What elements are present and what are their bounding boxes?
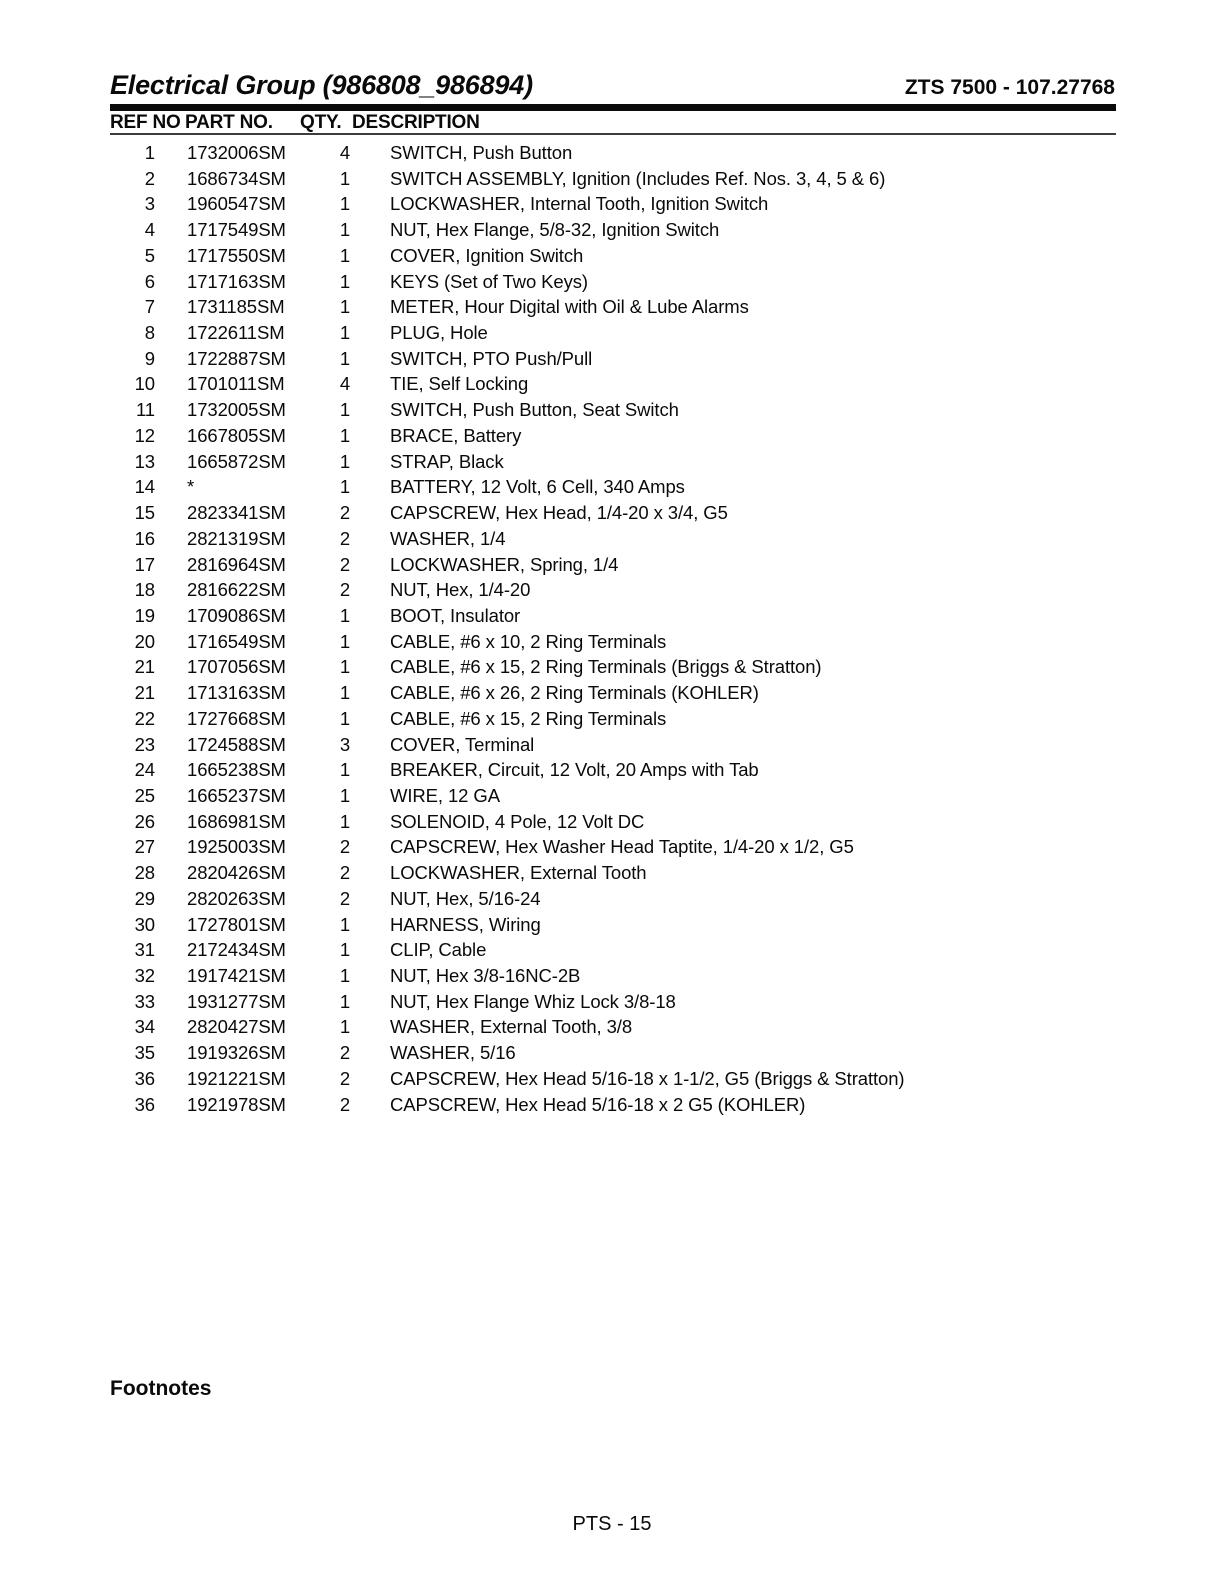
table-row bbox=[110, 912, 1116, 938]
table-row bbox=[110, 191, 1116, 217]
description-cell: BRACE, Battery bbox=[390, 424, 522, 446]
qty-cell: 1 bbox=[339, 347, 351, 369]
description-cell: COVER, Terminal bbox=[390, 733, 535, 755]
ref-no-cell: 28 bbox=[134, 862, 155, 884]
description-cell: HARNESS, Wiring bbox=[390, 913, 541, 935]
table-row bbox=[110, 320, 1116, 346]
qty-cell: 1 bbox=[339, 810, 351, 832]
ref-no-cell: 27 bbox=[134, 836, 155, 858]
part-no-cell: 1667805SM bbox=[187, 424, 286, 446]
ref-no-cell: 7 bbox=[144, 296, 155, 318]
ref-no-cell: 8 bbox=[144, 322, 155, 344]
column-header-ref: REF NO bbox=[110, 112, 181, 133]
description-cell: CAPSCREW, Hex Washer Head Taptite, 1/4-20 x 1/2, G5 bbox=[390, 836, 854, 858]
ref-no-cell: 32 bbox=[134, 965, 155, 986]
qty-cell: 1 bbox=[339, 450, 351, 472]
part-no-cell: 1731185SM bbox=[187, 296, 285, 318]
description-cell: SWITCH, Push Button, Seat Switch bbox=[390, 399, 679, 421]
description-cell: BOOT, Insulator bbox=[390, 604, 521, 626]
description-cell: CABLE, #6 x 26, 2 Ring Terminals (KOHLER) bbox=[390, 682, 759, 704]
ref-no-cell: 23 bbox=[134, 733, 155, 755]
table-row bbox=[110, 706, 1116, 732]
qty-cell: 2 bbox=[339, 579, 351, 601]
qty-cell: 1 bbox=[339, 399, 351, 421]
ref-no-cell: 29 bbox=[134, 887, 155, 909]
part-no-cell: 1722611SM bbox=[187, 322, 285, 344]
ref-no-cell: 33 bbox=[134, 990, 155, 1012]
table-row bbox=[110, 140, 1116, 166]
ref-no-cell: 36 bbox=[134, 1093, 155, 1115]
ref-no-cell: 21 bbox=[134, 682, 155, 704]
model-number: ZTS 7500 - 107.27768 bbox=[904, 76, 1115, 99]
description-cell: NUT, Hex 3/8-16NC-2B bbox=[390, 965, 581, 986]
qty-cell: 4 bbox=[339, 142, 351, 163]
qty-cell: 2 bbox=[339, 862, 351, 884]
ref-no-cell: 25 bbox=[134, 784, 155, 806]
table-row bbox=[110, 989, 1116, 1015]
table-row bbox=[110, 269, 1116, 295]
qty-cell: 1 bbox=[339, 656, 351, 678]
part-no-cell: 1716549SM bbox=[187, 630, 286, 652]
part-no-cell: 1727801SM bbox=[187, 913, 286, 935]
description-cell: SOLENOID, 4 Pole, 12 Volt DC bbox=[390, 810, 645, 832]
description-cell: STRAP, Black bbox=[390, 450, 504, 472]
part-no-cell: 1732006SM bbox=[187, 142, 286, 163]
qty-cell: 1 bbox=[339, 913, 351, 935]
part-no-cell: 1717550SM bbox=[187, 244, 286, 266]
part-no-cell: 1724588SM bbox=[187, 733, 286, 755]
table-row bbox=[110, 860, 1116, 886]
description-cell: TIE, Self Locking bbox=[390, 373, 529, 395]
ref-no-cell: 36 bbox=[134, 1067, 155, 1089]
table-row bbox=[110, 1040, 1116, 1066]
page-title: Electrical Group (986808_986894) bbox=[110, 70, 533, 100]
description-cell: METER, Hour Digital with Oil & Lube Alarms bbox=[390, 296, 749, 318]
qty-cell: 4 bbox=[339, 373, 351, 395]
part-no-cell: 1717549SM bbox=[187, 219, 286, 241]
column-header-part: PART NO. bbox=[185, 112, 273, 133]
part-no-cell: 1925003SM bbox=[187, 836, 286, 858]
table-row bbox=[110, 217, 1116, 243]
ref-no-cell: 11 bbox=[135, 399, 155, 421]
ref-no-cell: 6 bbox=[144, 270, 155, 292]
table-row bbox=[110, 603, 1116, 629]
ref-no-cell: 16 bbox=[134, 527, 155, 549]
description-cell: CAPSCREW, Hex Head, 1/4-20 x 3/4, G5 bbox=[390, 502, 728, 524]
table-row bbox=[110, 346, 1116, 372]
part-no-cell: 2172434SM bbox=[187, 939, 286, 961]
description-cell: LOCKWASHER, Spring, 1/4 bbox=[390, 553, 619, 575]
ref-no-cell: 15 bbox=[134, 502, 155, 524]
qty-cell: 2 bbox=[339, 1067, 351, 1089]
qty-cell: 1 bbox=[339, 270, 351, 292]
table-row bbox=[110, 294, 1116, 320]
qty-cell: 3 bbox=[339, 733, 351, 755]
table-row bbox=[110, 577, 1116, 603]
qty-cell: 1 bbox=[339, 630, 351, 652]
footnotes-heading: Footnotes bbox=[110, 1377, 212, 1400]
ref-no-cell: 21 bbox=[134, 656, 155, 678]
description-cell: LOCKWASHER, External Tooth bbox=[390, 862, 647, 884]
table-row bbox=[110, 783, 1116, 809]
qty-cell: 1 bbox=[339, 219, 351, 241]
ref-no-cell: 5 bbox=[144, 244, 155, 266]
qty-cell: 1 bbox=[339, 1016, 351, 1038]
part-no-cell: 1686734SM bbox=[187, 167, 286, 189]
description-cell: CAPSCREW, Hex Head 5/16-18 x 1-1/2, G5 (Briggs & Stratton) bbox=[390, 1067, 905, 1089]
qty-cell: 1 bbox=[339, 707, 351, 729]
part-no-cell: 2820263SM bbox=[187, 887, 286, 909]
description-cell: SWITCH, Push Button bbox=[390, 142, 573, 163]
description-cell: BATTERY, 12 Volt, 6 Cell, 340 Amps bbox=[390, 476, 685, 498]
ref-no-cell: 30 bbox=[134, 913, 155, 935]
ref-no-cell: 4 bbox=[144, 219, 155, 241]
qty-cell: 1 bbox=[339, 604, 351, 626]
ref-no-cell: 1 bbox=[144, 142, 155, 163]
table-row bbox=[110, 423, 1116, 449]
ref-no-cell: 10 bbox=[134, 373, 155, 395]
table-row bbox=[110, 1092, 1116, 1118]
ref-no-cell: 17 bbox=[134, 553, 155, 575]
table-row bbox=[110, 474, 1116, 500]
table-row bbox=[110, 166, 1116, 192]
description-cell: WASHER, 5/16 bbox=[390, 1042, 516, 1064]
ref-no-cell: 24 bbox=[134, 759, 155, 781]
ref-no-cell: 12 bbox=[134, 424, 155, 446]
qty-cell: 2 bbox=[339, 887, 351, 909]
table-row bbox=[110, 963, 1116, 989]
description-cell: WASHER, External Tooth, 3/8 bbox=[390, 1016, 633, 1038]
column-header-desc: DESCRIPTION bbox=[352, 112, 480, 133]
part-no-cell: 1707056SM bbox=[187, 656, 286, 678]
qty-cell: 2 bbox=[339, 1042, 351, 1064]
description-cell: SWITCH ASSEMBLY, Ignition (Includes Ref. Nos. 3, 4, 5 & 6) bbox=[390, 167, 886, 189]
table-row bbox=[110, 371, 1116, 397]
description-cell: SWITCH, PTO Push/Pull bbox=[390, 347, 593, 369]
part-no-cell: 1722887SM bbox=[187, 347, 286, 369]
description-cell: NUT, Hex Flange, 5/8-32, Ignition Switch bbox=[390, 219, 720, 241]
table-row bbox=[110, 757, 1116, 783]
part-no-cell: 1917421SM bbox=[187, 965, 286, 986]
part-no-cell: 1701011SM bbox=[187, 373, 285, 395]
part-no-cell: 1686981SM bbox=[187, 810, 286, 832]
description-cell: BREAKER, Circuit, 12 Volt, 20 Amps with Tab bbox=[390, 759, 759, 781]
part-no-cell: 1921978SM bbox=[187, 1093, 286, 1115]
description-cell: LOCKWASHER, Internal Tooth, Ignition Switch bbox=[390, 193, 769, 215]
ref-no-cell: 14 bbox=[134, 476, 155, 498]
part-no-cell: 1665238SM bbox=[187, 759, 286, 781]
description-cell: CABLE, #6 x 15, 2 Ring Terminals bbox=[390, 707, 667, 729]
part-no-cell: 1919326SM bbox=[187, 1042, 286, 1064]
table-row bbox=[110, 526, 1116, 552]
qty-cell: 1 bbox=[339, 965, 351, 986]
description-cell: CABLE, #6 x 15, 2 Ring Terminals (Briggs & Stratton) bbox=[390, 656, 822, 678]
qty-cell: 1 bbox=[339, 682, 351, 704]
part-no-cell: 2823341SM bbox=[187, 502, 286, 524]
qty-cell: 1 bbox=[339, 990, 351, 1012]
table-row bbox=[110, 500, 1116, 526]
part-no-cell: 1931277SM bbox=[187, 990, 286, 1012]
part-no-cell: 1727668SM bbox=[187, 707, 286, 729]
part-no-cell: 1921221SM bbox=[187, 1067, 286, 1089]
part-no-cell: 2821319SM bbox=[187, 527, 286, 549]
table-row bbox=[110, 680, 1116, 706]
table-row bbox=[110, 629, 1116, 655]
part-no-cell: 1709086SM bbox=[187, 604, 286, 626]
qty-cell: 1 bbox=[339, 322, 351, 344]
ref-no-cell: 18 bbox=[134, 579, 155, 601]
ref-no-cell: 13 bbox=[134, 450, 155, 472]
description-cell: WIRE, 12 GA bbox=[390, 784, 500, 806]
ref-no-cell: 19 bbox=[134, 604, 155, 626]
part-no-cell: 1665237SM bbox=[187, 784, 286, 806]
qty-cell: 2 bbox=[339, 527, 351, 549]
ref-no-cell: 3 bbox=[144, 193, 155, 215]
part-no-cell: 2816622SM bbox=[187, 579, 286, 601]
column-header-qty: QTY. bbox=[300, 112, 342, 133]
qty-cell: 1 bbox=[339, 939, 351, 961]
ref-no-cell: 2 bbox=[144, 167, 155, 189]
part-no-cell: 1665872SM bbox=[187, 450, 286, 472]
description-cell: CAPSCREW, Hex Head 5/16-18 x 2 G5 (KOHLER) bbox=[390, 1093, 806, 1115]
qty-cell: 1 bbox=[339, 244, 351, 266]
table-row bbox=[110, 732, 1116, 758]
ref-no-cell: 9 bbox=[144, 347, 155, 369]
table-row bbox=[110, 809, 1116, 835]
ref-no-cell: 26 bbox=[134, 810, 155, 832]
table-row bbox=[110, 654, 1116, 680]
part-no-cell: 1713163SM bbox=[187, 682, 286, 704]
header-rule bbox=[110, 133, 1116, 135]
part-no-cell: 1960547SM bbox=[187, 193, 286, 215]
ref-no-cell: 22 bbox=[134, 707, 155, 729]
ref-no-cell: 31 bbox=[134, 939, 155, 961]
qty-cell: 2 bbox=[339, 553, 351, 575]
part-no-cell: 2816964SM bbox=[187, 553, 286, 575]
table-row bbox=[110, 1014, 1116, 1040]
qty-cell: 1 bbox=[339, 167, 351, 189]
part-no-cell: 1717163SM bbox=[187, 270, 286, 292]
description-cell: WASHER, 1/4 bbox=[390, 527, 506, 549]
qty-cell: 1 bbox=[339, 476, 351, 498]
ref-no-cell: 34 bbox=[134, 1016, 155, 1038]
table-row bbox=[110, 834, 1116, 860]
description-cell: PLUG, Hole bbox=[390, 322, 488, 344]
page-number: PTS - 15 bbox=[572, 1513, 652, 1535]
table-row bbox=[110, 449, 1116, 475]
description-cell: CLIP, Cable bbox=[390, 939, 487, 961]
description-cell: CABLE, #6 x 10, 2 Ring Terminals bbox=[390, 630, 667, 652]
table-row bbox=[110, 937, 1116, 963]
table-header-row bbox=[0, 112, 1224, 134]
qty-cell: 1 bbox=[339, 759, 351, 781]
parts-table bbox=[110, 140, 1116, 1117]
qty-cell: 1 bbox=[339, 784, 351, 806]
description-cell: COVER, Ignition Switch bbox=[390, 244, 584, 266]
table-row bbox=[110, 397, 1116, 423]
qty-cell: 1 bbox=[339, 424, 351, 446]
ref-no-cell: 20 bbox=[134, 630, 155, 652]
part-no-cell: 2820427SM bbox=[187, 1016, 286, 1038]
part-no-cell: 2820426SM bbox=[187, 862, 286, 884]
table-row bbox=[110, 243, 1116, 269]
description-cell: NUT, Hex, 5/16-24 bbox=[390, 887, 541, 909]
qty-cell: 1 bbox=[339, 193, 351, 215]
qty-cell: 1 bbox=[339, 296, 351, 318]
ref-no-cell: 35 bbox=[134, 1042, 155, 1064]
qty-cell: 2 bbox=[339, 1093, 351, 1115]
table-row bbox=[110, 886, 1116, 912]
part-no-cell: * bbox=[187, 476, 195, 498]
qty-cell: 2 bbox=[339, 836, 351, 858]
description-cell: NUT, Hex, 1/4-20 bbox=[390, 579, 531, 601]
description-cell: KEYS (Set of Two Keys) bbox=[390, 270, 588, 292]
part-no-cell: 1732005SM bbox=[187, 399, 286, 421]
qty-cell: 2 bbox=[339, 502, 351, 524]
description-cell: NUT, Hex Flange Whiz Lock 3/8-18 bbox=[390, 990, 676, 1012]
title-rule bbox=[110, 104, 1116, 111]
table-row bbox=[110, 1066, 1116, 1092]
table-row bbox=[110, 552, 1116, 578]
